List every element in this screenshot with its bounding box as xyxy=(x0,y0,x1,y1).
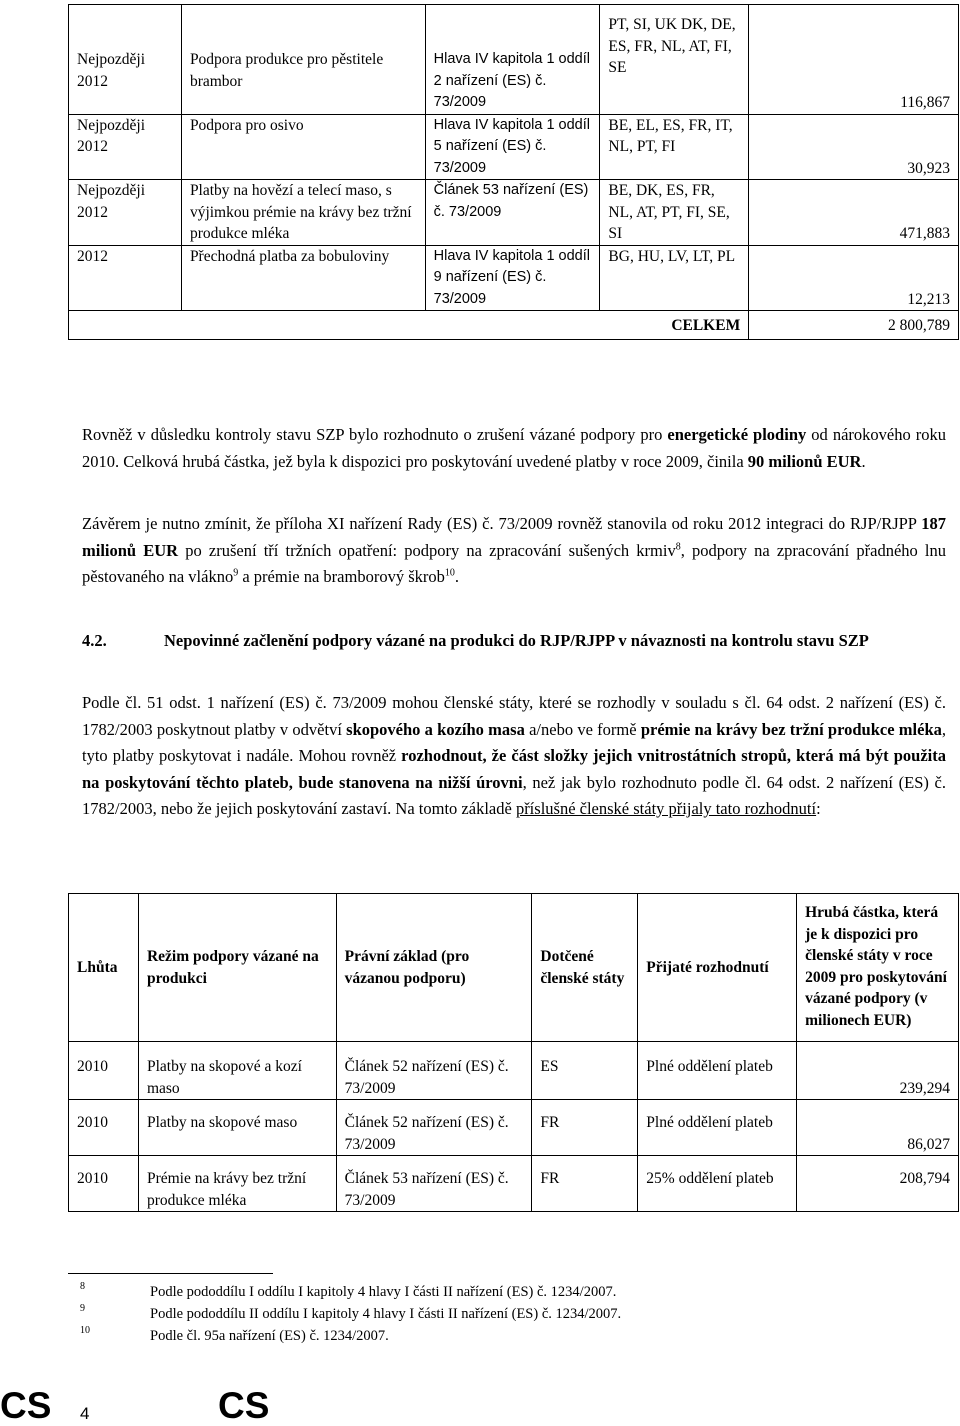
total-label: CELKEM xyxy=(69,311,749,340)
paragraph-annex-xi: Závěrem je nutno zmínit, že příloha XI nařízení Rady (ES) č. 73/2009 rovněž stanovila od roku 2012 integraci do RJP/RJPP 187 milionů EUR po zrušení tří tržních opatření: podpory na zpracování sušených krmiv$^8$, podpory na zpracování přadného lnu pěstovaného na vlákno$^9$ a prémie na bramborový škrob$^{10}$. xyxy=(82,514,947,586)
member-states-cell: PT, SI, UK DK, DE, ES, FR, NL, AT, FI, SE xyxy=(600,5,749,115)
member-states-cell: BG, HU, LV, LT, PL xyxy=(600,245,749,311)
decision-cell: Plné oddělení plateb xyxy=(638,1042,797,1100)
footnote-ref: 8 xyxy=(675,541,681,552)
total-row xyxy=(69,311,959,340)
page-number: 4 xyxy=(80,1404,90,1423)
deadline-cell: Nejpozději 2012 xyxy=(69,114,182,180)
scheme-cell: Podpora pro osivo xyxy=(181,114,425,180)
footnote-text: Podle pododdílu I oddílu I kapitoly 4 hlavy I části II nařízení (ES) č. 1234/2007. xyxy=(150,1284,617,1300)
paragraph-article-51: Podle čl. 51 odst. 1 nařízení (ES) č. 73/2009 mohou členské státy, které se rozhodly v souladu s čl. 64 odst. 2 nařízení (ES) č. 1782/2003 poskytnout platby v odvětví skopového a kozího masa a/nebo ve formě prémie na krávy bez tržní produkce mléka, tyto platby poskytovat i nadále. Mohou rovněž rozhodnout, že část složky jejich vnitrostátních stropů, která má být použita na poskytování těchto plateb, bude stanovena na nižší úrovni, než jak bylo rozhodnuto podle čl. 64 odst. 2 nařízení (ES) č. 1782/2003, nebo že jejich poskytování zastaví. Na tomto základě příslušné členské státy přijaly tato rozhodnutí: xyxy=(82,693,947,818)
scheme-cell: Platby na skopové a kozí maso xyxy=(138,1042,336,1100)
header-member-states: Dotčené členské státy xyxy=(532,894,638,1042)
legal-basis-cell: Hlava IV kapitola 1 oddíl 9 nařízení (ES) č. 73/2009 xyxy=(425,245,600,311)
table-header-row xyxy=(69,894,959,1042)
legal-basis-cell: Hlava IV kapitola 1 oddíl 2 nařízení (ES) č. 73/2009 xyxy=(425,5,600,115)
amount-cell: 12,213 xyxy=(749,245,959,311)
footnote-ref: 9 xyxy=(233,567,239,579)
footnote-mark: 8 xyxy=(80,1281,85,1292)
header-scheme: Režim podpory vázané na produkci xyxy=(138,894,336,1042)
table-row xyxy=(69,1100,959,1156)
total-value: 2 800,789 xyxy=(749,311,959,340)
table-row xyxy=(69,1042,959,1100)
scheme-cell: Podpora produkce pro pěstitele brambor xyxy=(181,5,425,115)
footnote-separator xyxy=(68,1273,273,1274)
section-heading xyxy=(82,628,946,655)
deadline-cell: 2010 xyxy=(69,1100,139,1156)
footnote-mark: 10 xyxy=(80,1325,90,1336)
amount-cell: 116,867 xyxy=(749,5,959,115)
legal-basis-cell: Článek 53 nařízení (ES) č. 73/2009 xyxy=(336,1156,532,1212)
member-states-cell: BE, EL, ES, FR, IT, NL, PT, FI xyxy=(600,114,749,180)
legal-basis-cell: Článek 53 nařízení (ES) č. 73/2009 xyxy=(425,180,600,246)
footer-language-left: CS xyxy=(0,1385,52,1426)
deadline-cell: 2010 xyxy=(69,1156,139,1212)
decision-cell: Plné oddělení plateb xyxy=(638,1100,797,1156)
amount-cell: 86,027 xyxy=(797,1100,959,1156)
paragraph-energy-crops: Rovněž v důsledku kontroly stavu SZP bylo rozhodnuto o zrušení vázané podpory pro energetické plodiny od nárokového roku 2010. Celková hrubá částka, jež byla k dispozici pro poskytování uvedené platby v roce 2009, činila 90 milionů EUR. xyxy=(82,425,946,471)
decision-cell: 25% oddělení plateb xyxy=(638,1156,797,1212)
amount-cell: 208,794 xyxy=(797,1156,959,1212)
amount-cell: 239,294 xyxy=(797,1042,959,1100)
footnote-ref: 10 xyxy=(444,567,455,579)
amount-cell: 30,923 xyxy=(749,114,959,180)
scheme-cell: Platby na hovězí a telecí maso, s výjimkou prémie na krávy bez tržní produkce mléka xyxy=(181,180,425,246)
amount-cell: 471,883 xyxy=(749,180,959,246)
scheme-cell: Prémie na krávy bez tržní produkce mléka xyxy=(138,1156,336,1212)
footnote-text: Podle čl. 95a nařízení (ES) č. 1234/2007. xyxy=(150,1328,389,1344)
legal-basis-cell: Článek 52 nařízení (ES) č. 73/2009 xyxy=(336,1042,532,1100)
deadline-cell: 2010 xyxy=(69,1042,139,1100)
member-state-cell: ES xyxy=(532,1042,638,1100)
member-state-cell: FR xyxy=(532,1156,638,1212)
footnote-text: Podle pododdílu II oddílu I kapitoly 4 hlavy I části II nařízení (ES) č. 1234/2007. xyxy=(150,1306,622,1322)
table-row xyxy=(69,5,959,115)
header-decision: Přijaté rozhodnutí xyxy=(638,894,797,1042)
table-row xyxy=(69,114,959,180)
header-deadline: Lhůta xyxy=(69,894,139,1042)
member-states-cell: BE, DK, ES, FR, NL, AT, PT, FI, SE, SI xyxy=(600,180,749,246)
deadline-cell: Nejpozději 2012 xyxy=(69,180,182,246)
scheme-cell: Přechodná platba za bobuloviny xyxy=(181,245,425,311)
section-number: 4.2. xyxy=(82,631,107,650)
footnote-mark: 9 xyxy=(80,1303,85,1314)
table-row xyxy=(69,245,959,311)
scheme-cell: Platby na skopové maso xyxy=(138,1100,336,1156)
deadline-cell: 2012 xyxy=(69,245,182,311)
legal-basis-cell: Článek 52 nařízení (ES) č. 73/2009 xyxy=(336,1100,532,1156)
coupled-support-table-continued xyxy=(68,4,959,340)
footer-language-right: CS xyxy=(218,1385,270,1426)
table-row xyxy=(69,180,959,246)
header-legal-basis: Právní základ (pro vázanou podporu) xyxy=(336,894,532,1042)
legal-basis-cell: Hlava IV kapitola 1 oddíl 5 nařízení (ES) č. 73/2009 xyxy=(425,114,600,180)
section-title: Nepovinné začlenění podpory vázané na produkci do RJP/RJPP v návaznosti na kontrolu stavu SZP xyxy=(164,631,869,650)
deadline-cell: Nejpozději 2012 xyxy=(69,5,182,115)
member-state-decisions-table xyxy=(68,893,959,1212)
header-amount: Hrubá částka, která je k dispozici pro členské státy v roce 2009 pro poskytování vázané podpory (v milionech EUR) xyxy=(797,894,959,1042)
table-row xyxy=(69,1156,959,1212)
member-state-cell: FR xyxy=(532,1100,638,1156)
